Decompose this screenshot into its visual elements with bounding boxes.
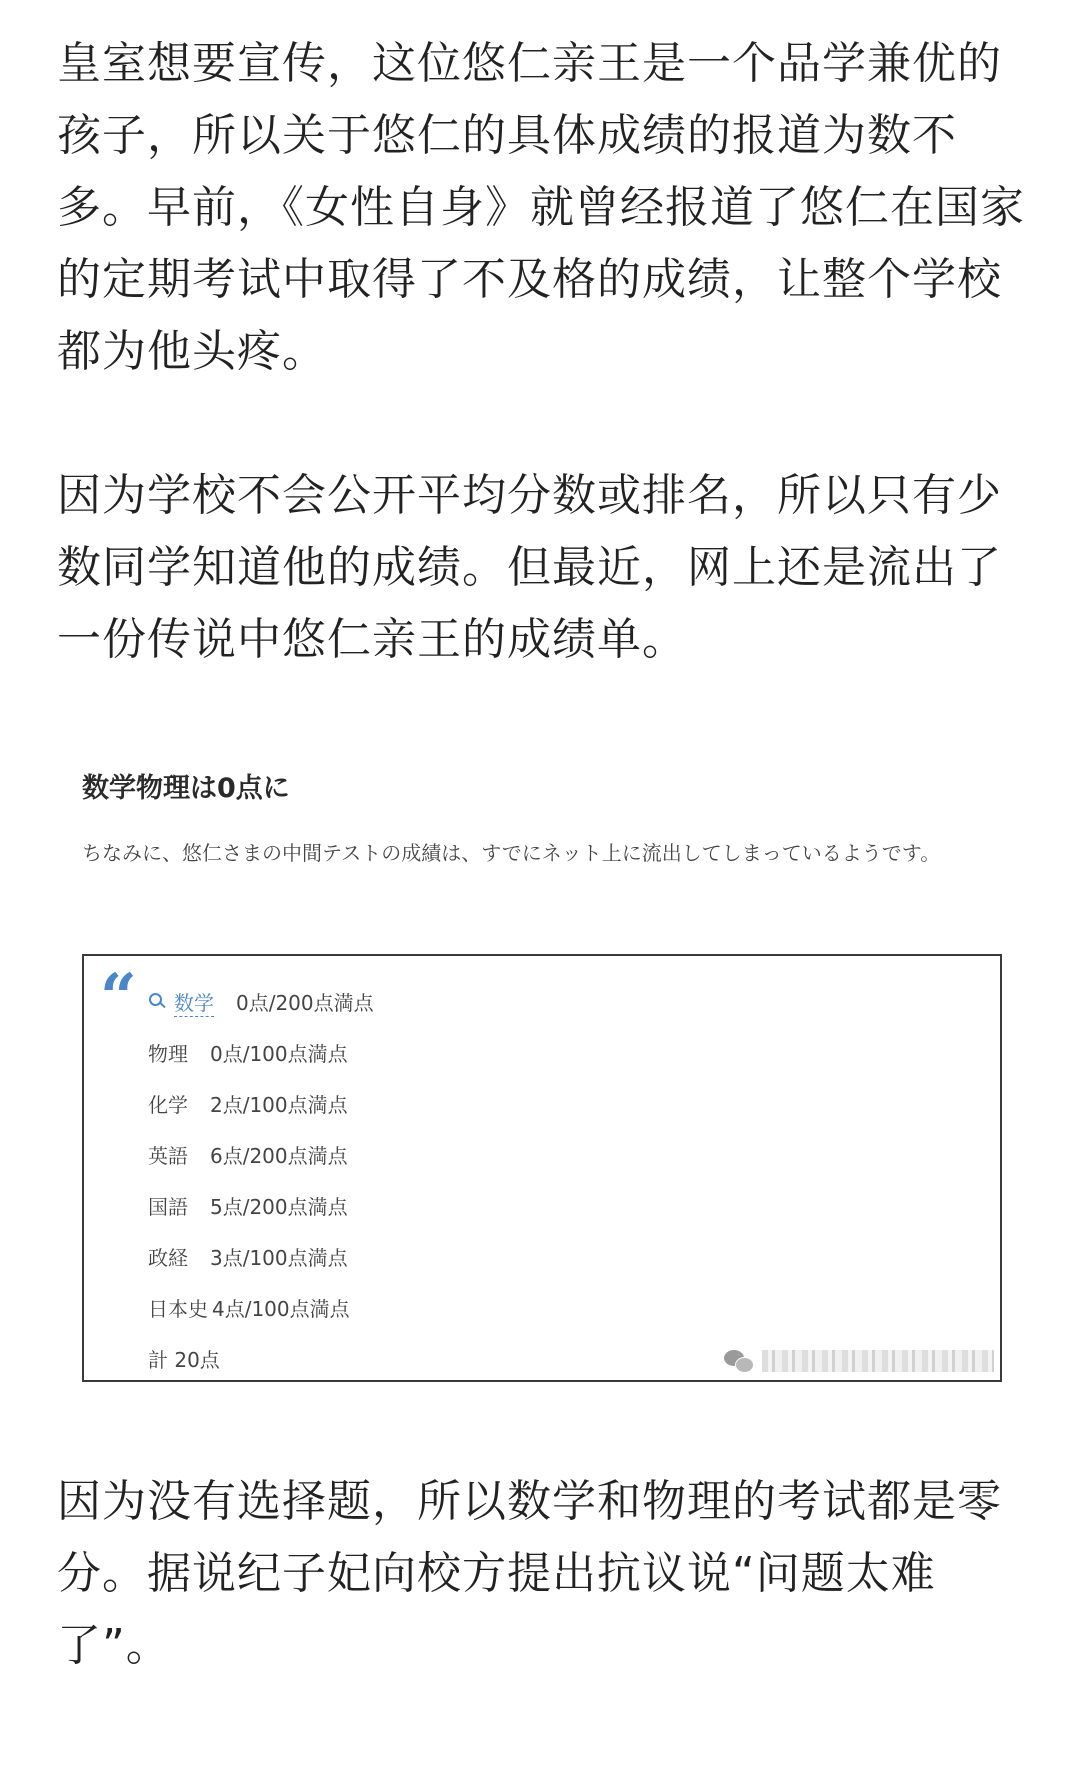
score-row-english [148, 1129, 374, 1180]
article-paragraph-3: 因为没有选择题，所以数学和物理的考试都是零分。据说纪子妃向校方提出抗议说“问题太难了”。 [57, 1476, 1002, 1671]
embedded-screenshot [70, 748, 1020, 1408]
subject-label: 政経 [148, 1246, 188, 1270]
score-value: 4点/100点満点 [212, 1297, 350, 1321]
score-value: 0点/200点満点 [236, 991, 374, 1015]
embedded-intro-text: ちなみに、悠仁さまの中間テストの成績は、すでにネット上に流出してしまっているようです。 [82, 841, 941, 865]
wechat-icon [724, 1350, 754, 1372]
score-list [148, 976, 374, 1384]
score-total: 計 20点 [148, 1348, 220, 1372]
score-total-row [148, 1333, 374, 1384]
blurred-watermark-text [762, 1350, 994, 1372]
subject-label: 化学 [148, 1093, 188, 1117]
score-row-physics [148, 1027, 374, 1078]
subject-link-math[interactable]: 数学 [174, 987, 214, 1017]
score-row-japanese [148, 1180, 374, 1231]
score-value: 2点/100点満点 [210, 1093, 348, 1117]
score-value: 0点/100点満点 [210, 1042, 348, 1066]
subject-label: 日本史 [148, 1297, 208, 1321]
article-paragraph-2: 因为学校不会公开平均分数或排名，所以只有少数同学知道他的成绩。但最近，网上还是流出了一份传说中悠仁亲王的成绩单。 [57, 470, 1002, 665]
article-paragraph-1: 皇室想要宣传，这位悠仁亲王是一个品学兼优的孩子，所以关于悠仁的具体成绩的报道为数不多。早前，《女性自身》就曾经报道了悠仁在国家的定期考试中取得了不及格的成绩，让整个学校都为他头疼。 [57, 38, 1025, 377]
score-row-politics-economics [148, 1231, 374, 1282]
subject-label: 物理 [148, 1042, 188, 1066]
score-value: 6点/200点満点 [210, 1144, 348, 1168]
score-row-math [148, 976, 374, 1027]
subject-label: 英語 [148, 1144, 188, 1168]
score-value: 5点/200点満点 [210, 1195, 348, 1219]
score-quote-box [82, 954, 1002, 1382]
subject-label: 国語 [148, 1195, 188, 1219]
search-icon [148, 992, 168, 1012]
wechat-watermark [724, 1348, 994, 1374]
score-value: 3点/100点満点 [210, 1246, 348, 1270]
embedded-heading: 数学物理は0点に [82, 773, 290, 804]
quote-mark-icon: “ [100, 960, 137, 1035]
score-row-chemistry [148, 1078, 374, 1129]
score-row-japanese-history [148, 1282, 374, 1333]
